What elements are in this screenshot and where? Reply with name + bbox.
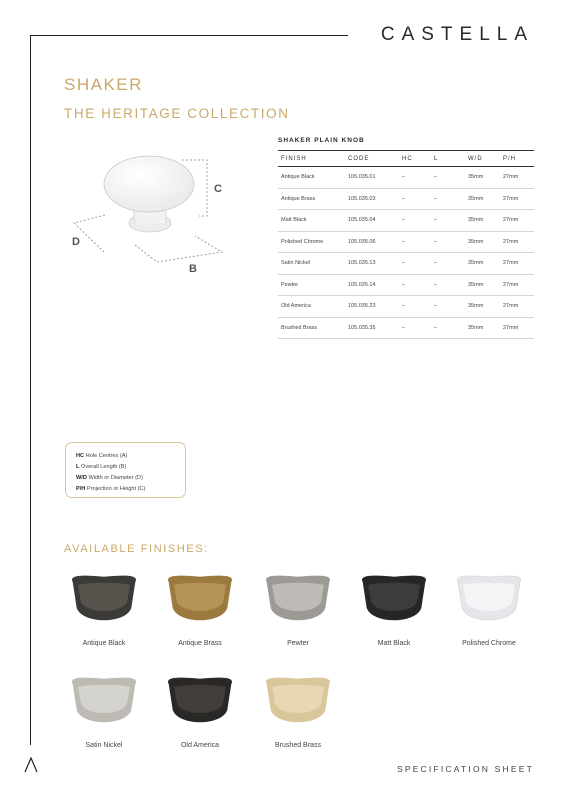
col-header-ph: P/H [500, 151, 534, 167]
cell-finish: Polished Chrome [278, 231, 345, 253]
cell-finish: Antique Black [278, 167, 345, 189]
col-header-wd: W/D [465, 151, 500, 167]
cell-wd: 35mm [465, 253, 500, 275]
cup-handle-image [261, 674, 335, 730]
cell-code: 105.035.35 [345, 317, 399, 339]
spec-table-header-row [278, 151, 534, 167]
cell-wd: 35mm [465, 296, 500, 318]
table-row [278, 210, 534, 232]
cell-finish: Satin Nickel [278, 253, 345, 275]
cup-handle-image [67, 572, 141, 628]
cell-l: – [431, 296, 465, 318]
cell-hc: – [399, 296, 431, 318]
cell-ph: 27mm [500, 274, 534, 296]
cell-code: 105.035.03 [345, 188, 399, 210]
cup-handle-image [67, 674, 141, 730]
legend-text: Overall Length (B) [80, 464, 127, 470]
legend-text: Hole Centres (A) [85, 453, 128, 459]
legend-item [76, 473, 185, 484]
cell-code: 105.035.13 [345, 253, 399, 275]
cell-l: – [431, 167, 465, 189]
cell-code: 105.035.04 [345, 210, 399, 232]
cell-wd: 35mm [465, 210, 500, 232]
cell-finish: Old America [278, 296, 345, 318]
cell-finish: Antique Brass [278, 188, 345, 210]
cell-finish: Pewter [278, 274, 345, 296]
cell-finish: Matt Black [278, 210, 345, 232]
cell-finish: Brushed Brass [278, 317, 345, 339]
cell-ph: 27mm [500, 210, 534, 232]
finish-swatch [59, 674, 149, 749]
brand-logo: CASTELLA [380, 24, 534, 45]
cell-code: 105.035.01 [345, 167, 399, 189]
cell-l: – [431, 253, 465, 275]
castella-mark-icon [24, 757, 38, 773]
legend-item [76, 484, 185, 495]
cell-wd: 35mm [465, 274, 500, 296]
cell-wd: 35mm [465, 231, 500, 253]
finish-label: Polished Chrome [462, 640, 516, 647]
cup-handle-image [357, 572, 431, 628]
cell-hc: – [399, 317, 431, 339]
cell-ph: 27mm [500, 231, 534, 253]
finish-swatch [349, 572, 439, 647]
finish-label: Satin Nickel [85, 742, 123, 749]
col-header-finish: FINISH [278, 151, 345, 167]
legend-item [76, 451, 185, 462]
finish-label: Antique Black [82, 640, 126, 647]
cell-hc: – [399, 274, 431, 296]
finish-label: Antique Brass [178, 640, 222, 647]
legend-text: Projection or Height (C) [86, 486, 146, 492]
frame-top-line [30, 35, 348, 36]
table-row [278, 274, 534, 296]
cell-hc: – [399, 188, 431, 210]
finish-swatch [155, 572, 245, 647]
cell-hc: – [399, 167, 431, 189]
finish-label: Matt Black [377, 640, 411, 647]
cell-hc: – [399, 253, 431, 275]
table-row [278, 167, 534, 189]
cell-wd: 35mm [465, 188, 500, 210]
legend-abbr: L [76, 464, 80, 470]
page-subtitle: THE HERITAGE COLLECTION [64, 106, 290, 121]
dimension-b-label: B [189, 263, 197, 275]
available-finishes-heading: AVAILABLE FINISHES: [64, 543, 209, 555]
cell-ph: 27mm [500, 317, 534, 339]
cell-ph: 27mm [500, 296, 534, 318]
table-row [278, 253, 534, 275]
cell-wd: 35mm [465, 167, 500, 189]
legend-text: Width or Diameter (D) [88, 475, 143, 481]
col-header-hc: HC [399, 151, 431, 167]
finish-swatch [155, 674, 245, 749]
table-row [278, 317, 534, 339]
table-row [278, 188, 534, 210]
finish-swatch [59, 572, 149, 647]
abbreviation-legend [65, 442, 186, 498]
page-title: SHAKER [64, 75, 143, 94]
cell-l: – [431, 210, 465, 232]
cell-ph: 27mm [500, 253, 534, 275]
legend-abbr: W/D [76, 475, 87, 481]
footer-label: SPECIFICATION SHEET [396, 764, 534, 774]
spec-table [278, 151, 534, 339]
col-header-code: CODE [345, 151, 399, 167]
cell-hc: – [399, 210, 431, 232]
cell-l: – [431, 188, 465, 210]
col-header-l: L [431, 151, 465, 167]
table-row [278, 296, 534, 318]
finish-swatch [253, 572, 343, 647]
table-row [278, 231, 534, 253]
cell-l: – [431, 231, 465, 253]
spec-table-title: SHAKER PLAIN KNOB [278, 137, 534, 151]
frame-left-line [30, 35, 31, 745]
cup-handle-image [452, 572, 526, 628]
cell-wd: 35mm [465, 317, 500, 339]
finish-label: Brushed Brass [275, 742, 321, 749]
finish-label: Old America [180, 742, 220, 749]
knob-dimension-diagram [62, 148, 262, 278]
cell-code: 105.035.14 [345, 274, 399, 296]
dimension-c-label: C [214, 183, 222, 195]
cup-handle-image [163, 572, 237, 628]
cell-code: 105.035.06 [345, 231, 399, 253]
cell-l: – [431, 274, 465, 296]
cup-handle-image [261, 572, 335, 628]
cell-ph: 27mm [500, 188, 534, 210]
cell-l: – [431, 317, 465, 339]
dimension-b-line [135, 236, 222, 262]
finish-label: Pewter [287, 640, 309, 647]
finish-swatch [253, 674, 343, 749]
legend-abbr: HC [76, 453, 85, 459]
knob-head-shape [104, 156, 194, 212]
legend-abbr: P/H [76, 486, 86, 492]
spec-table-section [278, 137, 534, 339]
dimension-d-label: D [72, 236, 80, 248]
finish-swatch [444, 572, 534, 647]
cell-hc: – [399, 231, 431, 253]
cell-code: 105.035.23 [345, 296, 399, 318]
cup-handle-image [163, 674, 237, 730]
legend-item [76, 462, 185, 473]
cell-ph: 27mm [500, 167, 534, 189]
